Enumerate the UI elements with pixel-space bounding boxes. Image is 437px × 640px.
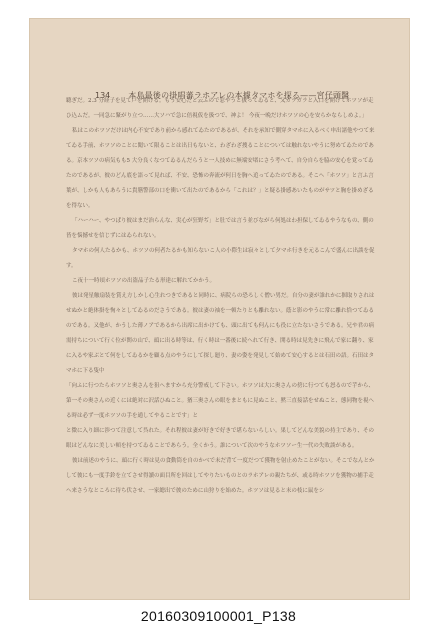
paragraph: タマホの何人たるかも、ホツソの何者たるかも知らないこ人の小際生は寂々として夕マホ行きを元るこんで盛んに出談を促す。 [66, 248, 375, 269]
paragraph: こ夜十一時頃ホツソの出盗品子たる形達に解れてかかう。 [72, 278, 216, 284]
page-number: 134 [95, 90, 111, 100]
paragraph: と微に入り細に渉つて注意して呉れた。それ程彼は妻が好きで好きで堪らないらしい。果してどんな美貌の持主であり、その眼はどんなに美しい頓を持つてゐることであらう。全くかう。誰について次のやうなホツソー生一代の失敗談がある。 [66, 428, 375, 449]
running-head: 本島最後の掛唱蕃ラホアレの本據タマホを探る——宮仔頭醫 [128, 90, 350, 100]
paragraph: 私はこのホツソだけは内心不安であり前から感れてゐたのであるが、それを承知で側穿タマホに入るべく申出諸他やつて来てゐる手前、ホツソのことに聞いて限ることは出日もないと、わざわざ捜ることについては触れないやうに努めてゐたのである。京本ツソの病気もも5 大分良くなつてゐるんだらうと一人技めに無端安堵にさう考へて、自分自らを脇の安心を覚ってゐたのであるが、彼のどん底を語って見れば、不安、恐怖の奔流が何日を胸へ追ってゐたのである。そこへ「ホツソ」と言ふ言葉が、しかも人もあらうに貴膳警部の口を衝いて出たのであるから「これは？」と疑る掛感あいたものがサツと胸を掛めざるを得ない。 [66, 128, 375, 209]
paragraph: 「向ふに行つたらホツソと奥さんを狙へますから充分警戒して下さい。ホツソは大に奥さんの傍に行つても怒るので芋から、第一その奥さんの近くには絶対に沢話ひぬこと。猶三奥さんの眼をまともに見ぬこと、黙三直接話をせぬこと、態同物を視へる時は必ず一度ホツソの手を通してやることです」と [66, 383, 375, 419]
paragraph: 聽ぎだ。2.3 分経子を見て戸を開ける。もう安心だと云ふので窓やうと扱ってゐると、又ガラガラと入口を開けてホツソが走ひ込ムだ。一同急に緊がり立つ……大ソハで急に倍視仮を扱つで、神よ！ 今夜一晩だけホツソの心を安らかならしめよ。」 [66, 98, 374, 119]
paragraph: 彼は前述のやうに、頭に行く時は見の食動筒を自のかべで未だ背て一度だつて獲物を射止めたことがない。そこでなんとかして彼にも一度手鈴を立てさせ得讀の面目所を回はしてやりたいものとのラホアレの親たちが、或る時ホツソを獲物の捕手走へ来さうなところに待ち伏させ、一家總出で彼のために山狩りを始めた。ホツソは見ると末の枝に鼠をシ [66, 458, 375, 494]
body-text [66, 94, 378, 589]
paragraph: 「ハーハー、やつぱり彼はまだ治らんな、実心が狂野ぢ」と肚では言う並びながら何処はわ担保してゐるやうなもの、側の皆を悩撼せを信じずにはゐられない。 [66, 218, 374, 239]
paragraph: 彼は発星触扇装を賞え方しかし心生れつきであると同時に、病院らの恐ろしく僧い男だ。自分の妻が誰れかに掴取りされはせぬかと絶体掛を恂々としてゐるのださうである。彼は妻の袖を一頓たりとも離れない。蔭と影のやうに常に離れ恰つてゐるのである。又他が、かうした薄ノアであるから出席に出かけても、頭に出ても何んにも役に立たないさうである。兄や君の病需持ちについて行く位が関の山で、頭に出る時等は、行く時は一番後に続へれて行き、開る時は見先きに飛んで家に翻り、家に入るや家ぶとて何をしてゐるかを顧る点のやうにして探し廻り、妻の姿を発見して始めて安心するとは石田の語。石田はタマホに下る隻中 [66, 293, 375, 374]
image-caption: 20160309100001_P138 [140, 608, 297, 624]
